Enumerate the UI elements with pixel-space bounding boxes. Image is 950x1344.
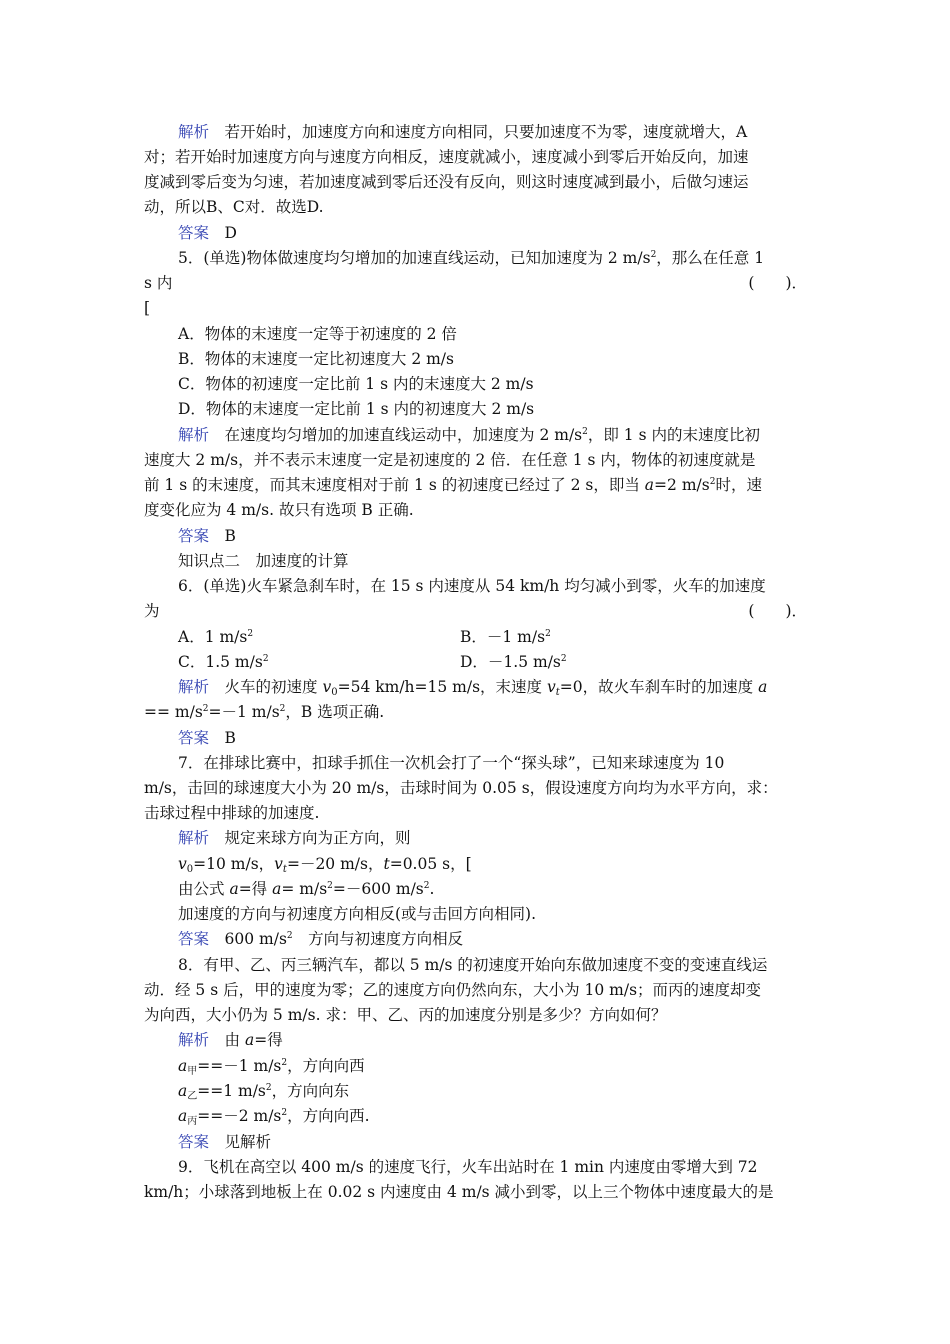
analysis-text: =得 [254,1031,283,1049]
analysis-text: ==－1 m/s [197,1057,282,1075]
analysis-text: =得 [238,880,273,898]
analysis-text: =－20 m/s， [286,855,384,873]
analysis-text: 动，所以B、C对．故选D. [144,198,324,216]
subscript: t [555,687,560,698]
answer-label: 答案 [178,527,210,545]
variable-v: v [274,855,283,873]
question-text: 为向西，大小仍为 5 m/s. 求：甲、乙、丙的加速度分别是多少？方向如何？ [144,1006,667,1024]
option-d: D．物体的末速度一定比前 1 s 内的初速度大 2 m/s [178,400,535,418]
variable-a: a [178,1107,188,1125]
analysis-text: =10 m/s， [193,855,275,873]
analysis-label: 解析 [178,123,210,141]
analysis-text: =0，故火车刹车时的加速度 [559,678,759,696]
superscript: 2 [545,629,551,639]
analysis-text: 由公式 [178,880,230,898]
option-a: A．物体的末速度一定等于初速度的 2 倍 [178,325,457,343]
option-c [178,655,269,671]
question-text: 击球过程中排球的加速度. [144,804,320,822]
analysis-line [178,882,434,898]
variable-a: a [272,880,282,898]
answer-line [178,226,237,242]
variable-a: a [178,1057,188,1075]
variable-a: a [644,476,655,494]
superscript: 2 [279,704,286,714]
question-text: m/s，击回的球速度大小为 20 m/s，击球时间为 0.05 s，假设速度方向均为水平方向，求： [144,779,778,797]
question-text: ，那么在任意 1 [656,249,765,267]
question-text: 7．在排球比赛中，扣球手抓住一次机会打了一个“探头球”，已知来球速度为 10 [178,754,725,772]
analysis-line [178,680,767,696]
analysis-text: 由 [224,1031,245,1049]
analysis-text: ，方向向西. [287,1107,370,1125]
analysis-line [178,1084,349,1100]
option-b: B．物体的末速度一定比初速度大 2 m/s [178,350,454,368]
analysis-text: = m/s [281,880,328,898]
answer-value: D [224,224,237,242]
analysis-text: =－1 m/s [208,703,280,721]
analysis-text: 规定来球方向为正方向，则 [224,829,411,847]
option-c: C．物体的初速度一定比前 1 s 内的末速度大 2 m/s [178,375,534,393]
subscript: 0 [331,687,338,698]
analysis-label: 解析 [178,426,210,444]
analysis-text: ，方向向东 [271,1082,350,1100]
question-stem [178,251,764,267]
subscript: t [282,864,287,875]
analysis-text: ，即 1 s 内的末速度比初 [587,426,760,444]
answer-label: 答案 [178,1133,210,1151]
question-text: km/h；小球落到地板上在 0.02 s 内速度由 4 m/s 减小到零，以上三个物体中速度最大的是 [144,1183,774,1201]
question-text: s 内 [144,274,173,292]
subscript: 丙 [187,1116,198,1127]
variable-v: v [178,855,187,873]
superscript: 2 [202,704,209,714]
superscript: 2 [262,654,269,664]
superscript: 2 [709,477,716,487]
superscript: 2 [560,654,567,664]
analysis-text: ，B 选项正确. [285,703,385,721]
analysis-text: =－600 m/s [332,880,424,898]
analysis-line [144,478,762,494]
answer-value: B [224,729,236,747]
analysis-text: ==－2 m/s [197,1107,282,1125]
answer-line [178,529,236,545]
analysis-line [178,428,760,444]
analysis-text: 对；若开始时加速度方向与速度方向相反，速度就减小，速度减小到零后开始反向，加速 [144,148,749,166]
superscript: 2 [265,1083,272,1093]
answer-value: 600 m/s [224,930,287,948]
superscript: 2 [286,931,293,941]
analysis-text: 速度大 2 m/s，并不表示末速度一定是初速度的 2 倍．在任意 1 s 内，物体的初速度就是 [144,451,756,469]
question-text: 动．经 5 s 后，甲的速度为零；乙的速度方向仍然向东，大小为 10 m/s；而丙的速度却变 [144,981,762,999]
analysis-label: 解析 [178,829,210,847]
analysis-text: . [429,880,435,898]
superscript: 2 [281,1108,288,1118]
superscript: 2 [247,629,254,639]
answer-value: 见解析 [224,1133,272,1151]
variable-a: a [229,880,239,898]
analysis-text: =2 m/s [654,476,710,494]
analysis-text: ==1 m/s [197,1082,266,1100]
superscript: 2 [327,881,333,891]
answer-parenthesis: ( )． [748,274,807,292]
option-d [460,655,567,671]
subscript: 甲 [187,1066,198,1077]
variable-v: v [546,678,556,696]
analysis-line [178,125,747,141]
option-b [460,630,551,646]
analysis-line [178,1033,283,1049]
analysis-text: ，方向向西 [287,1057,365,1075]
analysis-line [144,705,384,721]
answer-parenthesis: ( )． [748,602,807,620]
analysis-text: 时，速 [715,476,762,494]
analysis-text: 度减到零后变为匀速，若加速度减到零后还没有反向，则这时速度减到最小，后做匀速运 [144,173,749,191]
analysis-line [178,857,472,873]
analysis-text: 加速度的方向与初速度方向相反(或与击回方向相同). [178,905,537,923]
analysis-label: 解析 [178,678,210,696]
answer-label: 答案 [178,729,210,747]
answer-label: 答案 [178,224,210,242]
subscript: 0 [186,864,194,875]
variable-a: a [178,1082,188,1100]
analysis-text: =54 km/h=15 m/s，末速度 [337,678,547,696]
analysis-line [178,1109,370,1125]
analysis-text: 前 1 s 的末速度，而其末速度相对于前 1 s 的初速度已经过了 2 s，即当 [144,476,645,494]
superscript: 2 [582,427,588,437]
superscript: 2 [281,1058,288,1068]
question-text: 5．(单选)物体做速度均匀增加的加速直线运动，已知加速度为 2 m/s [178,249,651,267]
section-heading: 知识点二 加速度的计算 [178,552,349,570]
analysis-text: 火车的初速度 [224,678,323,696]
variable-a: a [244,1031,255,1049]
bracket-mark: [ [144,299,151,317]
variable-t: t [383,855,390,873]
answer-line [178,932,463,948]
analysis-label: 解析 [178,1031,210,1049]
subscript: 乙 [187,1091,198,1102]
analysis-text: 度变化应为 4 m/s. 故只有选项 B 正确. [144,501,414,519]
analysis-text: == m/s [144,703,203,721]
question-text: 6．(单选)火车紧急刹车时，在 15 s 内速度从 54 km/h 均匀减小到零，火车的加速度 [178,577,766,595]
answer-label: 答案 [178,930,210,948]
question-text: 8．有甲、乙、丙三辆汽车，都以 5 m/s 的初速度开始向东做加速度不变的变速直线运 [178,956,768,974]
option-text: B．－1 m/s [460,628,546,646]
option-text: C．1.5 m/s [178,653,263,671]
variable-a: a [758,678,768,696]
analysis-text: 在速度均匀增加的加速直线运动中，加速度为 2 m/s [224,426,583,444]
answer-value: 方向与初速度方向相反 [292,930,464,948]
question-text: 为 [144,602,160,620]
analysis-line [178,1059,365,1075]
option-text: D．－1.5 m/s [460,653,561,671]
superscript: 2 [423,881,430,891]
variable-v: v [322,678,332,696]
superscript: 2 [650,250,657,260]
option-a [178,630,253,646]
answer-line [178,731,236,747]
analysis-line [178,831,411,847]
answer-line [178,1135,271,1151]
analysis-text: 若开始时，加速度方向和速度方向相同，只要加速度不为零，速度就增大，A [224,123,748,141]
option-text: A．1 m/s [178,628,248,646]
answer-value: B [224,527,236,545]
analysis-text: =0.05 s，[ [389,855,472,873]
question-text: 9．飞机在高空以 400 m/s 的速度飞行，火车出站时在 1 min 内速度由零增大到 72 [178,1158,758,1176]
